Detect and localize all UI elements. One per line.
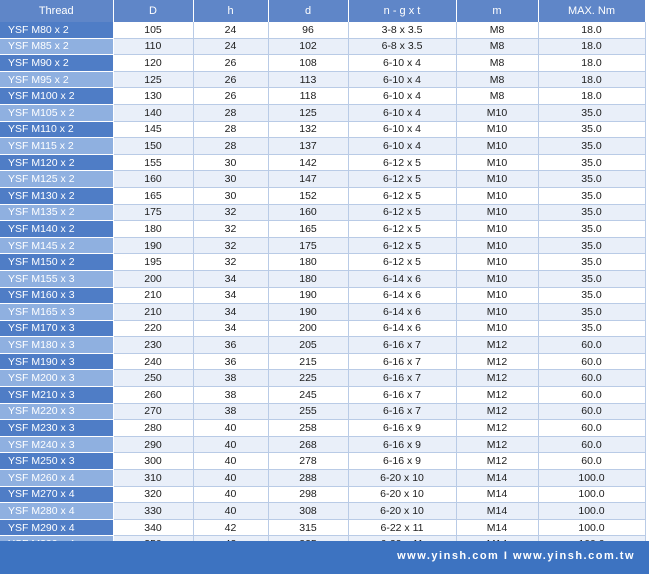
table-cell: M10	[456, 187, 538, 204]
table-cell: 278	[268, 453, 348, 470]
table-row	[0, 154, 645, 171]
table-cell: 35.0	[538, 270, 645, 287]
table-cell: 113	[268, 71, 348, 88]
table-cell: M12	[456, 436, 538, 453]
table-cell: 145	[113, 121, 193, 138]
table-cell: 250	[113, 370, 193, 387]
table-cell: M12	[456, 353, 538, 370]
table-cell: 36	[193, 337, 268, 354]
table-cell: 32	[193, 204, 268, 221]
table-cell: 28	[193, 121, 268, 138]
table-row	[0, 88, 645, 105]
table-cell: 6-10 x 4	[348, 138, 456, 155]
table-row	[0, 38, 645, 55]
table-cell: 40	[193, 420, 268, 437]
table-cell: 6-10 x 4	[348, 55, 456, 72]
table-cell: M12	[456, 387, 538, 404]
table-cell: 125	[113, 71, 193, 88]
table-cell: 142	[268, 154, 348, 171]
table-cell: 6-16 x 7	[348, 370, 456, 387]
column-header-thread: Thread	[0, 0, 113, 22]
table-cell: M10	[456, 104, 538, 121]
table-cell: 35.0	[538, 171, 645, 188]
table-cell: M14	[456, 503, 538, 520]
table-cell: 100.0	[538, 519, 645, 536]
table-cell: 160	[113, 171, 193, 188]
table-cell: 6-16 x 9	[348, 453, 456, 470]
table-cell: 6-12 x 5	[348, 187, 456, 204]
table-cell: 35.0	[538, 254, 645, 271]
table-cell: 18.0	[538, 38, 645, 55]
thread-cell: YSF M230 x 3	[0, 420, 113, 437]
table-cell: 40	[193, 436, 268, 453]
table-row	[0, 320, 645, 337]
table-cell: 36	[193, 353, 268, 370]
table-cell: 320	[113, 486, 193, 503]
table-cell: M8	[456, 22, 538, 38]
table-row	[0, 304, 645, 321]
column-header-d-small: d	[268, 0, 348, 22]
thread-cell: YSF M270 x 4	[0, 486, 113, 503]
table-cell: 38	[193, 403, 268, 420]
table-cell: 108	[268, 55, 348, 72]
table-row	[0, 403, 645, 420]
table-cell: 270	[113, 403, 193, 420]
table-cell: M10	[456, 221, 538, 238]
table-cell: 118	[268, 88, 348, 105]
table-cell: M10	[456, 121, 538, 138]
table-row	[0, 104, 645, 121]
thread-cell: YSF M220 x 3	[0, 403, 113, 420]
table-cell: 6-10 x 4	[348, 104, 456, 121]
table-row	[0, 337, 645, 354]
table-cell: 6-22 x 11	[348, 519, 456, 536]
table-cell: 6-20 x 10	[348, 486, 456, 503]
table-cell: 190	[113, 237, 193, 254]
table-cell: M10	[456, 304, 538, 321]
table-cell: 32	[193, 237, 268, 254]
table-cell: 32	[193, 254, 268, 271]
footer-bar	[0, 541, 649, 574]
table-cell: 60.0	[538, 420, 645, 437]
table-cell: 40	[193, 486, 268, 503]
table-cell: 6-14 x 6	[348, 320, 456, 337]
table-cell: 100.0	[538, 486, 645, 503]
table-cell: 190	[268, 287, 348, 304]
table-cell: 60.0	[538, 337, 645, 354]
thread-cell: YSF M240 x 3	[0, 436, 113, 453]
table-cell: 315	[268, 519, 348, 536]
table-cell: M10	[456, 254, 538, 271]
table-cell: 180	[113, 221, 193, 238]
thread-cell: YSF M165 x 3	[0, 304, 113, 321]
table-cell: 40	[193, 470, 268, 487]
table-cell: M12	[456, 337, 538, 354]
table-cell: 60.0	[538, 453, 645, 470]
table-cell: 165	[268, 221, 348, 238]
thread-cell: YSF M115 x 2	[0, 138, 113, 155]
table-row	[0, 204, 645, 221]
table-cell: 42	[193, 519, 268, 536]
table-cell: 35.0	[538, 154, 645, 171]
table-cell: 6-20 x 10	[348, 503, 456, 520]
table-header-row	[0, 0, 645, 22]
table-cell: 288	[268, 470, 348, 487]
table-cell: 298	[268, 486, 348, 503]
table-cell: 6-16 x 7	[348, 403, 456, 420]
table-cell: 38	[193, 370, 268, 387]
table-cell: 290	[113, 436, 193, 453]
table-cell: M12	[456, 370, 538, 387]
table-cell: 140	[113, 104, 193, 121]
table-cell: M8	[456, 55, 538, 72]
table-cell: 180	[268, 254, 348, 271]
table-cell: 35.0	[538, 237, 645, 254]
table-cell: 258	[268, 420, 348, 437]
thread-cell: YSF M120 x 2	[0, 154, 113, 171]
table-cell: 180	[268, 270, 348, 287]
table-cell: 6-12 x 5	[348, 154, 456, 171]
table-cell: 35.0	[538, 287, 645, 304]
table-cell: 6-10 x 4	[348, 71, 456, 88]
table-row	[0, 254, 645, 271]
table-cell: M8	[456, 38, 538, 55]
table-cell: 34	[193, 270, 268, 287]
table-row	[0, 519, 645, 536]
table-cell: 6-16 x 7	[348, 337, 456, 354]
thread-cell: YSF M155 x 3	[0, 270, 113, 287]
table-cell: M10	[456, 204, 538, 221]
table-cell: 100.0	[538, 470, 645, 487]
table-cell: 230	[113, 337, 193, 354]
table-cell: 205	[268, 337, 348, 354]
thread-cell: YSF M125 x 2	[0, 171, 113, 188]
table-cell: 175	[268, 237, 348, 254]
table-cell: 35.0	[538, 320, 645, 337]
table-cell: 255	[268, 403, 348, 420]
table-row	[0, 237, 645, 254]
table-cell: 30	[193, 187, 268, 204]
thread-cell: YSF M210 x 3	[0, 387, 113, 404]
table-cell: M14	[456, 486, 538, 503]
table-cell: 6-10 x 4	[348, 121, 456, 138]
thread-cell: YSF M180 x 3	[0, 337, 113, 354]
table-cell: 28	[193, 104, 268, 121]
thread-cell: YSF M90 x 2	[0, 55, 113, 72]
table-cell: 300	[113, 453, 193, 470]
table-cell: 18.0	[538, 55, 645, 72]
table-row	[0, 436, 645, 453]
table-cell: 105	[113, 22, 193, 38]
table-cell: 100.0	[538, 503, 645, 520]
table-cell: 220	[113, 320, 193, 337]
table-cell: 210	[113, 304, 193, 321]
table-cell: 60.0	[538, 436, 645, 453]
table-row	[0, 470, 645, 487]
thread-cell: YSF M135 x 2	[0, 204, 113, 221]
table-cell: 260	[113, 387, 193, 404]
table-cell: M10	[456, 270, 538, 287]
table-cell: 40	[193, 503, 268, 520]
table-row	[0, 138, 645, 155]
table-cell: 155	[113, 154, 193, 171]
thread-cell: YSF M200 x 3	[0, 370, 113, 387]
table-cell: 215	[268, 353, 348, 370]
table-cell: 160	[268, 204, 348, 221]
table-cell: 40	[193, 453, 268, 470]
table-cell: 6-16 x 9	[348, 436, 456, 453]
table-cell: 6-16 x 9	[348, 420, 456, 437]
thread-cell: YSF M145 x 2	[0, 237, 113, 254]
table-cell: M10	[456, 237, 538, 254]
table-cell: 132	[268, 121, 348, 138]
table-row	[0, 121, 645, 138]
table-row	[0, 287, 645, 304]
table-cell: 245	[268, 387, 348, 404]
table-cell: 18.0	[538, 22, 645, 38]
table-cell: 175	[113, 204, 193, 221]
table-row	[0, 55, 645, 72]
table-cell: 6-14 x 6	[348, 270, 456, 287]
table-row	[0, 221, 645, 238]
thread-cell: YSF M280 x 4	[0, 503, 113, 520]
table-cell: 26	[193, 71, 268, 88]
thread-cell: YSF M85 x 2	[0, 38, 113, 55]
thread-cell: YSF M250 x 3	[0, 453, 113, 470]
table-cell: 6-12 x 5	[348, 171, 456, 188]
table-cell: 137	[268, 138, 348, 155]
table-cell: 125	[268, 104, 348, 121]
thread-cell: YSF M80 x 2	[0, 22, 113, 38]
table-cell: 6-14 x 6	[348, 287, 456, 304]
table-cell: 38	[193, 387, 268, 404]
table-cell: 35.0	[538, 138, 645, 155]
table-cell: 330	[113, 503, 193, 520]
table-row	[0, 71, 645, 88]
table-cell: M12	[456, 420, 538, 437]
thread-cell: YSF M260 x 4	[0, 470, 113, 487]
table-body	[0, 22, 645, 569]
thread-cell: YSF M150 x 2	[0, 254, 113, 271]
table-cell: 24	[193, 38, 268, 55]
table-cell: 6-14 x 6	[348, 304, 456, 321]
table-cell: 225	[268, 370, 348, 387]
table-cell: 6-8 x 3.5	[348, 38, 456, 55]
table-cell: 60.0	[538, 370, 645, 387]
column-header-ngxt: n - g x t	[348, 0, 456, 22]
table-cell: 195	[113, 254, 193, 271]
table-cell: 190	[268, 304, 348, 321]
table-cell: 96	[268, 22, 348, 38]
table-cell: 24	[193, 22, 268, 38]
thread-cell: YSF M100 x 2	[0, 88, 113, 105]
table-cell: 130	[113, 88, 193, 105]
table-cell: 35.0	[538, 304, 645, 321]
table-row	[0, 171, 645, 188]
table-row	[0, 22, 645, 38]
table-cell: 110	[113, 38, 193, 55]
table-cell: 152	[268, 187, 348, 204]
thread-cell: YSF M105 x 2	[0, 104, 113, 121]
table-cell: 200	[268, 320, 348, 337]
table-cell: 26	[193, 88, 268, 105]
table-cell: 308	[268, 503, 348, 520]
table-cell: 6-12 x 5	[348, 237, 456, 254]
thread-cell: YSF M290 x 4	[0, 519, 113, 536]
table-cell: M8	[456, 88, 538, 105]
table-cell: M10	[456, 287, 538, 304]
thread-cell: YSF M110 x 2	[0, 121, 113, 138]
footer-website-text: www.yinsh.com I www.yinsh.com.tw	[397, 550, 635, 562]
table-cell: 35.0	[538, 187, 645, 204]
table-cell: 6-12 x 5	[348, 254, 456, 271]
table-cell: 6-12 x 5	[348, 221, 456, 238]
table-cell: 6-16 x 7	[348, 353, 456, 370]
table-row	[0, 420, 645, 437]
table-cell: 268	[268, 436, 348, 453]
table-cell: 6-12 x 5	[348, 204, 456, 221]
table-row	[0, 453, 645, 470]
table-cell: 28	[193, 138, 268, 155]
table-cell: M10	[456, 320, 538, 337]
table-cell: 30	[193, 154, 268, 171]
column-header-m: m	[456, 0, 538, 22]
table-row	[0, 187, 645, 204]
table-cell: M12	[456, 453, 538, 470]
table-cell: 210	[113, 287, 193, 304]
table-cell: 280	[113, 420, 193, 437]
table-cell: 34	[193, 320, 268, 337]
table-cell: 18.0	[538, 88, 645, 105]
table-cell: M8	[456, 71, 538, 88]
table-cell: 32	[193, 221, 268, 238]
table-cell: 35.0	[538, 204, 645, 221]
table-cell: 102	[268, 38, 348, 55]
table-cell: 240	[113, 353, 193, 370]
table-cell: 35.0	[538, 121, 645, 138]
column-header-h: h	[193, 0, 268, 22]
table-cell: 26	[193, 55, 268, 72]
table-cell: 6-10 x 4	[348, 88, 456, 105]
table-cell: 147	[268, 171, 348, 188]
table-cell: 35.0	[538, 104, 645, 121]
thread-cell: YSF M170 x 3	[0, 320, 113, 337]
table-cell: 18.0	[538, 71, 645, 88]
table-cell: 6-16 x 7	[348, 387, 456, 404]
table-row	[0, 503, 645, 520]
table-cell: 165	[113, 187, 193, 204]
table-cell: 120	[113, 55, 193, 72]
thread-cell: YSF M190 x 3	[0, 353, 113, 370]
table-cell: 6-20 x 10	[348, 470, 456, 487]
table-cell: M14	[456, 519, 538, 536]
table-cell: 150	[113, 138, 193, 155]
table-row	[0, 370, 645, 387]
table-row	[0, 353, 645, 370]
table-cell: 35.0	[538, 221, 645, 238]
table-row	[0, 486, 645, 503]
column-header-max-nm: MAX. Nm	[538, 0, 645, 22]
table-cell: 34	[193, 287, 268, 304]
table-cell: 3-8 x 3.5	[348, 22, 456, 38]
table-cell: 30	[193, 171, 268, 188]
table-cell: M10	[456, 138, 538, 155]
table-row	[0, 270, 645, 287]
thread-cell: YSF M95 x 2	[0, 71, 113, 88]
column-header-d: D	[113, 0, 193, 22]
table-cell: 200	[113, 270, 193, 287]
table-cell: M12	[456, 403, 538, 420]
thread-cell: YSF M130 x 2	[0, 187, 113, 204]
table-cell: M10	[456, 171, 538, 188]
table-cell: 60.0	[538, 353, 645, 370]
table-row	[0, 387, 645, 404]
table-cell: 340	[113, 519, 193, 536]
table-cell: M10	[456, 154, 538, 171]
table-cell: M14	[456, 470, 538, 487]
table-cell: 310	[113, 470, 193, 487]
thread-cell: YSF M160 x 3	[0, 287, 113, 304]
table-cell: 34	[193, 304, 268, 321]
table-cell: 60.0	[538, 387, 645, 404]
table-cell: 60.0	[538, 403, 645, 420]
thread-cell: YSF M140 x 2	[0, 221, 113, 238]
